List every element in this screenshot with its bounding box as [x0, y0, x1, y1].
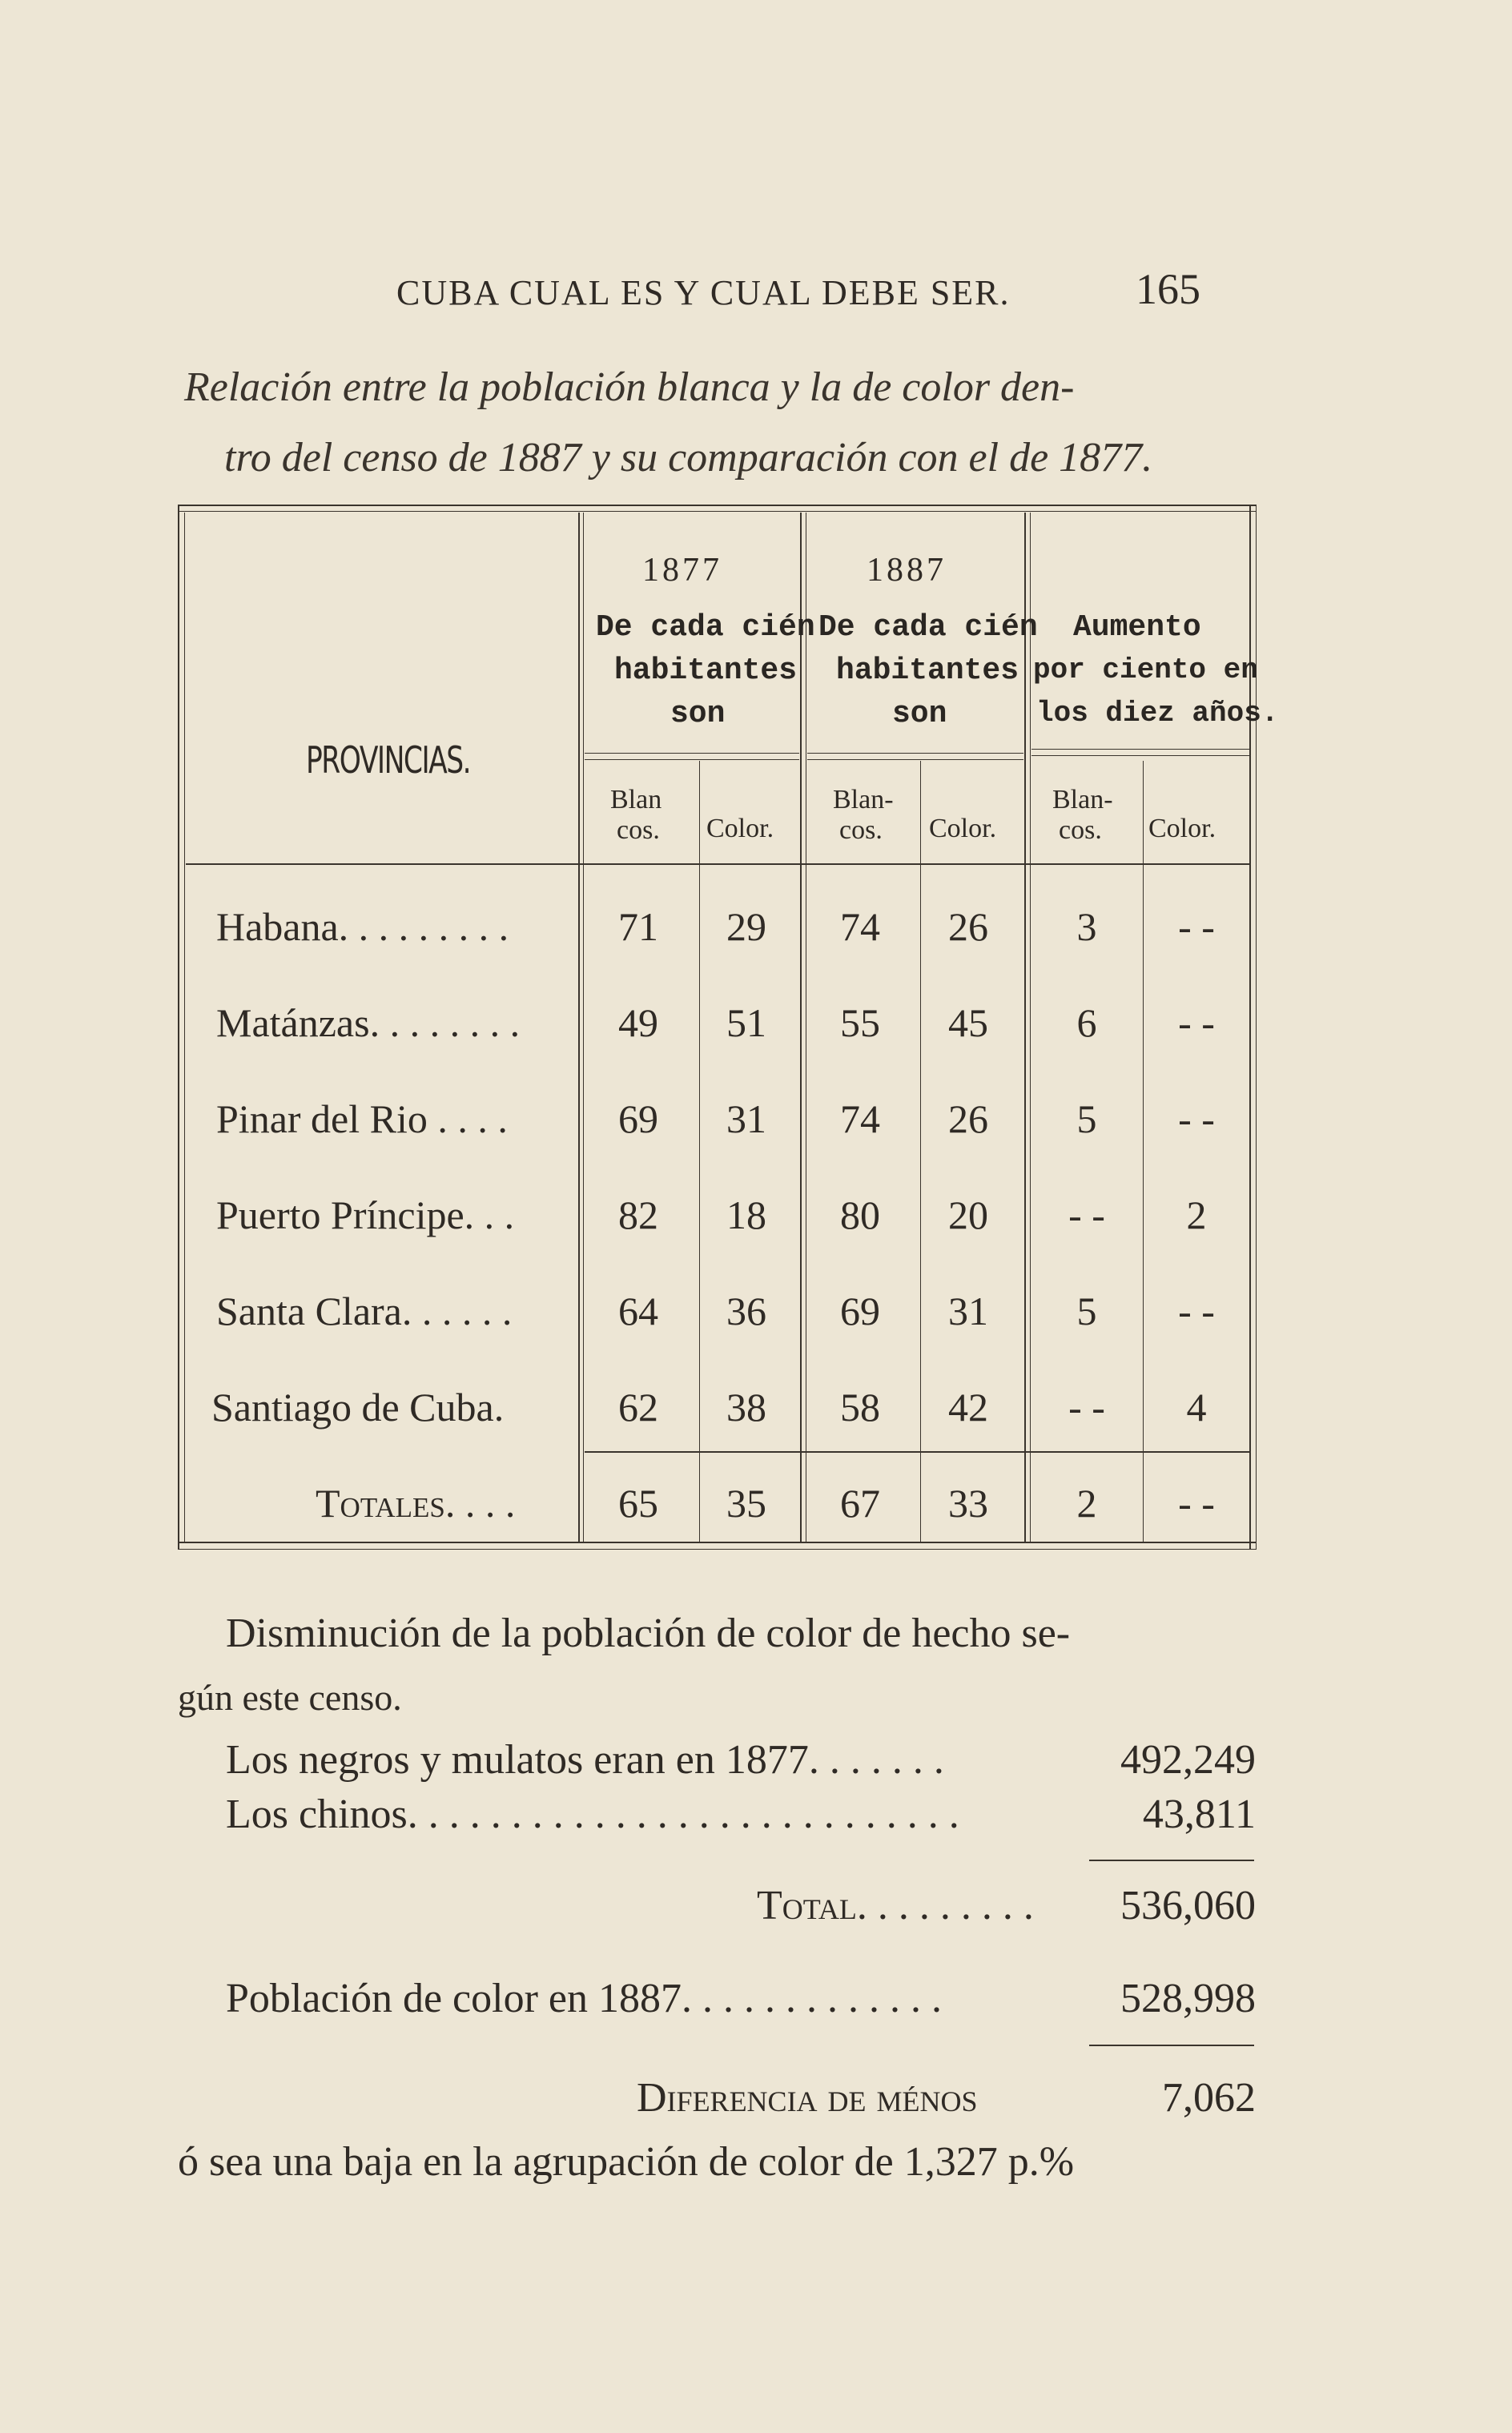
- group3-col2: Color.: [1148, 814, 1216, 843]
- cell-1877-color: 29: [726, 904, 766, 949]
- group3-rule: [1031, 749, 1249, 750]
- group1-line3: son: [670, 697, 726, 731]
- cell-increase-color: - -: [1178, 1481, 1215, 1526]
- total-label: Total. . . . . . . . .: [757, 1883, 1034, 1928]
- group1-col1-a: Blan: [610, 785, 662, 814]
- cell-increase-white: 2: [1076, 1481, 1097, 1526]
- group3-line2: por ciento en: [1033, 653, 1258, 686]
- group1-year: 1877: [642, 552, 722, 589]
- summary-intro-line-2: gún este censo.: [178, 1677, 402, 1718]
- cell-1877-color: 35: [726, 1481, 766, 1526]
- table-top-rule: [178, 505, 1256, 506]
- total-value: 536,060: [1120, 1883, 1256, 1928]
- difference-value: 7,062: [1162, 2075, 1256, 2121]
- col-sep-6: [1143, 761, 1144, 1542]
- row-name: Matánzas. . . . . . . .: [216, 1000, 521, 1045]
- census-table: [178, 505, 1279, 1570]
- cell-1887-color: 42: [948, 1385, 988, 1430]
- cell-increase-white: 5: [1076, 1096, 1097, 1141]
- sum-rule: [1089, 1860, 1254, 1861]
- group1-line2: habitantes: [614, 653, 798, 688]
- group2-line3: son: [892, 697, 947, 731]
- cell-1887-white: 80: [840, 1192, 880, 1237]
- cell-increase-color: - -: [1178, 1000, 1215, 1045]
- running-head-title: CUBA CUAL ES Y CUAL DEBE SER.: [396, 273, 1011, 312]
- cell-1887-color: 31: [948, 1289, 988, 1333]
- group1-col2: Color.: [706, 814, 774, 843]
- group3-col1-a: Blan-: [1052, 785, 1113, 814]
- cell-1877-white: 62: [618, 1385, 658, 1430]
- totals-rule: [585, 1451, 1249, 1453]
- cell-1887-color: 20: [948, 1192, 988, 1237]
- cell-1887-white: 58: [840, 1385, 880, 1430]
- summary-item-value: 492,249: [1120, 1737, 1256, 1783]
- group2-rule-b: [807, 759, 1023, 760]
- cell-1887-white: 67: [840, 1481, 880, 1526]
- group3-rule-b: [1031, 755, 1249, 756]
- group2-col1-a: Blan-: [833, 785, 894, 814]
- difference-label: Diferencia de ménos: [637, 2075, 978, 2121]
- group2-col1-b: cos.: [839, 815, 883, 845]
- table-caption: [176, 352, 1313, 493]
- group2-year: 1887: [867, 552, 947, 589]
- col-sep-5b: [1030, 513, 1031, 1542]
- cell-increase-white: - -: [1068, 1385, 1105, 1430]
- group2-rule: [807, 753, 1023, 754]
- group3-line1: Aumento: [1073, 610, 1201, 645]
- cell-1877-color: 38: [726, 1385, 766, 1430]
- cell-1877-color: 18: [726, 1192, 766, 1237]
- header-bottom-rule: [186, 863, 1249, 865]
- caption-line-1: Relación entre la población blanca y la de color den-: [184, 364, 1075, 410]
- cell-1887-color: 26: [948, 904, 988, 949]
- summary-item-label: Los negros y mulatos eran en 1877. . . . . . .: [226, 1737, 944, 1783]
- summary-item-value: 43,811: [1142, 1792, 1256, 1837]
- cell-increase-color: - -: [1178, 1096, 1215, 1141]
- cell-1887-color: 33: [948, 1481, 988, 1526]
- cell-1877-color: 31: [726, 1096, 766, 1141]
- caption-line-2: tro del censo de 1887 y su comparación con el de 1877.: [224, 435, 1153, 481]
- row-name: Habana. . . . . . . . .: [216, 904, 509, 949]
- group3-col1-b: cos.: [1059, 815, 1102, 845]
- cell-increase-color: - -: [1178, 904, 1215, 949]
- group1-col1-b: cos.: [617, 815, 660, 845]
- difference-rule: [1089, 2045, 1254, 2046]
- cell-increase-color: 2: [1186, 1192, 1207, 1237]
- cell-1887-white: 69: [840, 1289, 880, 1333]
- running-head: [0, 264, 1512, 328]
- cell-1877-white: 49: [618, 1000, 658, 1045]
- cell-increase-white: - -: [1068, 1192, 1105, 1237]
- cell-1877-white: 71: [618, 904, 658, 949]
- table-bottom-rule-inner: [178, 1549, 1256, 1550]
- summary-intro-line-1: Disminución de la población de color de hecho se-: [226, 1611, 1071, 1656]
- cell-1877-white: 82: [618, 1192, 658, 1237]
- table-left-rule: [178, 505, 179, 1550]
- population-1887-label: Población de color en 1887. . . . . . . . . . . . .: [226, 1976, 942, 2021]
- col-sep-3: [800, 513, 802, 1542]
- provinces-header: PROVINCIAS.: [306, 738, 471, 782]
- cell-1877-color: 51: [726, 1000, 766, 1045]
- cell-1887-color: 45: [948, 1000, 988, 1045]
- table-bottom-rule: [178, 1542, 1256, 1543]
- cell-1877-white: 69: [618, 1096, 658, 1141]
- table-left-rule-inner: [184, 513, 185, 1543]
- summary-item-label: Los chinos. . . . . . . . . . . . . . . . . . . . . . . . . . .: [226, 1792, 959, 1837]
- closing-line: ó sea una baja en la agrupación de color de 1,327 p.%: [178, 2139, 1075, 2185]
- group1-line1: De cada cién: [596, 610, 815, 645]
- cell-1887-white: 74: [840, 1096, 880, 1141]
- row-name: Santiago de Cuba.: [211, 1385, 505, 1430]
- table-top-rule-inner: [178, 511, 1256, 512]
- cell-increase-color: 4: [1186, 1385, 1207, 1430]
- population-1887-value: 528,998: [1120, 1976, 1256, 2021]
- group1-rule: [585, 753, 799, 754]
- page-number: 165: [1136, 265, 1200, 313]
- totals-label: Totales. . . .: [316, 1481, 516, 1526]
- cell-increase-white: 3: [1076, 904, 1097, 949]
- cell-1877-color: 36: [726, 1289, 766, 1333]
- group2-line1: De cada cién: [818, 610, 1038, 645]
- cell-1887-white: 55: [840, 1000, 880, 1045]
- cell-1887-color: 26: [948, 1096, 988, 1141]
- col-sep-5: [1024, 513, 1026, 1542]
- group3-line3: los diez años.: [1036, 697, 1279, 730]
- group1-rule-b: [585, 759, 799, 760]
- row-name: Puerto Príncipe. . .: [216, 1192, 515, 1237]
- cell-1877-white: 64: [618, 1289, 658, 1333]
- cell-increase-color: - -: [1178, 1289, 1215, 1333]
- group2-col2: Color.: [929, 814, 997, 843]
- cell-1877-white: 65: [618, 1481, 658, 1526]
- cell-increase-white: 5: [1076, 1289, 1097, 1333]
- col-sep-1: [578, 513, 580, 1542]
- cell-1887-white: 74: [840, 904, 880, 949]
- col-sep-1b: [583, 513, 584, 1542]
- row-name: Pinar del Rio . . . .: [216, 1096, 508, 1141]
- cell-increase-white: 6: [1076, 1000, 1097, 1045]
- group2-line2: habitantes: [836, 653, 1019, 688]
- row-name: Santa Clara. . . . . .: [216, 1289, 513, 1333]
